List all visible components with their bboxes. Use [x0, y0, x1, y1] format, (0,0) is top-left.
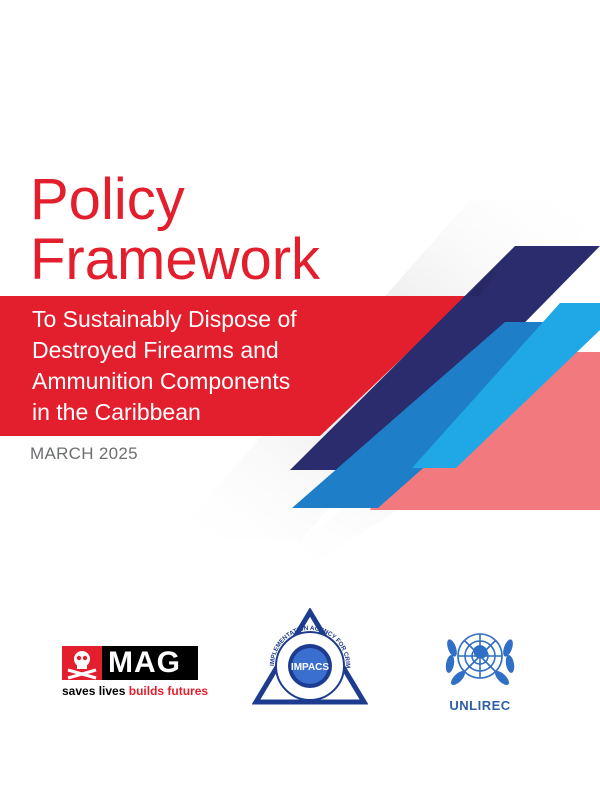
mag-logo	[62, 640, 209, 700]
mag-tagline	[62, 684, 208, 698]
subtitle-line-3: Ammunition Components	[32, 368, 291, 394]
cover-title	[30, 167, 321, 292]
unlirec-logo	[430, 618, 530, 728]
mag-logo-text: MAG	[108, 646, 181, 679]
subtitle-line-1: To Sustainably Dispose of	[32, 306, 297, 332]
skull-crossbones-icon	[62, 646, 102, 680]
mag-tagline-a: saves lives	[62, 684, 129, 698]
impacs-logo-text: IMPACS	[290, 662, 330, 673]
unlirec-logo-text: UNLIREC	[449, 698, 511, 713]
impacs-ring-text: IMPLEMENTATION AGENCY FOR CRIM	[268, 624, 352, 669]
title-line-2: Framework	[30, 227, 321, 292]
un-emblem-icon	[430, 618, 530, 698]
cover-subtitle	[32, 304, 392, 428]
subtitle-line-2: Destroyed Firearms and	[32, 337, 279, 363]
impacs-logo	[252, 608, 368, 708]
mag-tagline-b: builds futures	[128, 684, 209, 698]
mag-logo-box	[62, 646, 198, 680]
publication-date: MARCH 2025	[30, 444, 138, 463]
subtitle-line-4: in the Caribbean	[32, 399, 201, 425]
title-line-1: Policy	[30, 167, 185, 232]
